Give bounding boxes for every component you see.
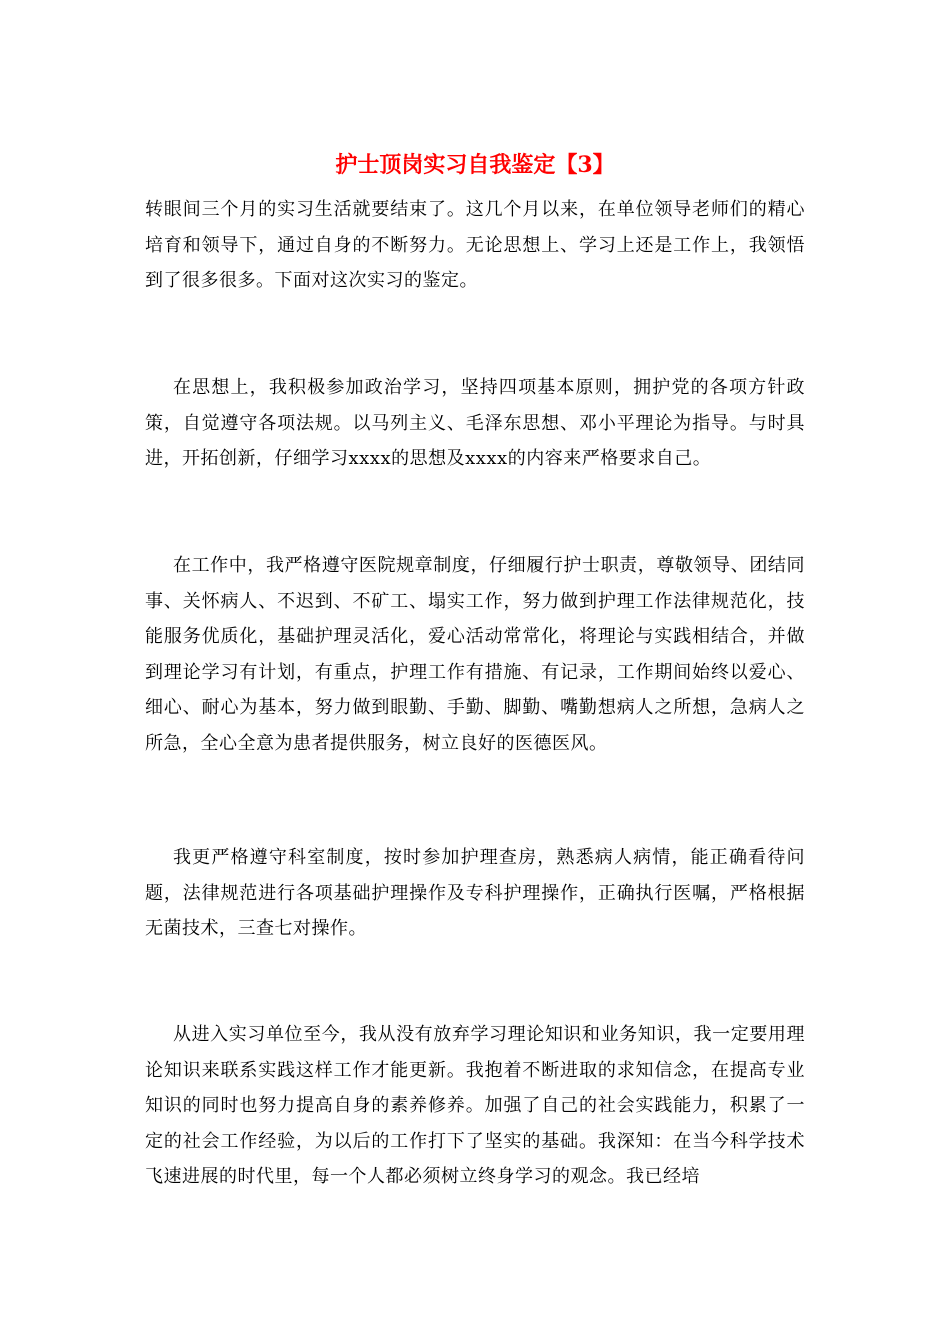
paragraph-intro: 转眼间三个月的实习生活就要结束了。这几个月以来，在单位领导老师们的精心培育和领导下，通过自身的不断努力。无论思想上、学习上还是工作上，我领悟到了很多很多。下面对这次实习的鉴定。 <box>145 199 805 291</box>
document-title: 护士顶岗实习自我鉴定【3】 <box>335 152 615 178</box>
paragraph-department: 我更严格遵守科室制度，按时参加护理查房，熟悉病人病情，能正确看待问题，法律规范进行各项基础护理操作及专科护理操作，正确执行医嘱，严格根据无菌技术，三查七对操作。 <box>145 847 805 939</box>
paragraph-learning: 从进入实习单位至今，我从没有放弃学习理论知识和业务知识，我一定要用理论知识来联系实践这样工作才能更新。我抱着不断进取的求知信念，在提高专业知识的同时也努力提高自身的素养修养。加强了自己的社会实践能力，积累了一定的社会工作经验，为以后的工作打下了坚实的基础。我深知：在当今科学技术飞速进展的时代里，每一个人都必须树立终身学习的观念。我已经培 <box>145 1024 805 1187</box>
paragraph-thought: 在思想上，我积极参加政治学习，坚持四项基本原则，拥护党的各项方针政策，自觉遵守各项法规。以马列主义、毛泽东思想、邓小平理论为指导。与时具进，开拓创新，仔细学习xxxx的思想及xxxx的内容来严格要求自己。 <box>145 377 805 469</box>
paragraph-work: 在工作中，我严格遵守医院规章制度，仔细履行护士职责，尊敬领导、团结同事、关怀病人、不迟到、不矿工、塌实工作，努力做到护理工作法律规范化，技能服务优质化，基础护理灵活化，爱心活动常常化，将理论与实践相结合，并做到理论学习有计划，有重点，护理工作有措施、有记录，工作期间始终以爱心、细心、耐心为基本，努力做到眼勤、手勤、脚勤、嘴勤想病人之所想，急病人之所急，全心全意为患者提供服务，树立良好的医德医风。 <box>145 555 805 754</box>
